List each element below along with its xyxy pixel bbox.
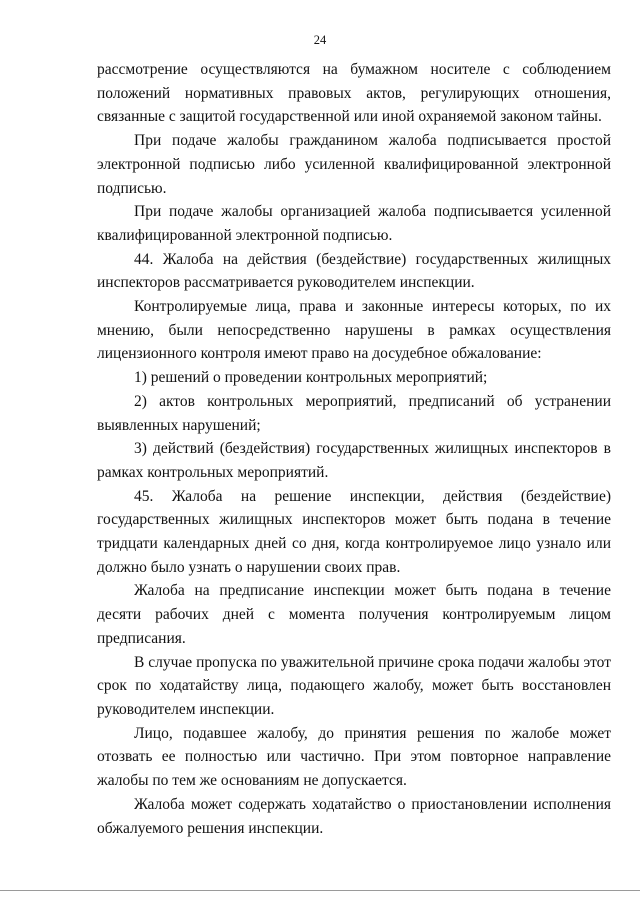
list-item: 2) актов контрольных мероприятий, предписаний об устранении выявленных нарушений;: [97, 392, 611, 434]
page-bottom-divider: [0, 890, 640, 891]
paragraph: В случае пропуска по уважительной причине срока подачи жалобы этот срок по ходатайству лица, подающего жалобу, может быть восстановлен руководителем инспекции.: [97, 653, 611, 718]
paragraph: Лицо, подавшее жалобу, до принятия решения по жалобе может отозвать ее полностью или частично. При этом повторное направление жалобы по тем же основаниям не допускается.: [97, 724, 611, 790]
page-number: 24: [313, 33, 327, 47]
paragraph: Контролируемые лица, права и законные интересы которых, по их мнению, были непосредственно нарушены в рамках осуществления лицензионного контроля имеют право на досудебное обжалование:: [97, 298, 611, 363]
paragraph: Жалоба может содержать ходатайство о приостановлении исполнения обжалуемого решения инспекции.: [97, 795, 611, 837]
paragraph: Жалоба на предписание инспекции может быть подана в течение десяти рабочих дней с момента получения контролируемым лицом предписания.: [97, 582, 611, 647]
paragraph: При подаче жалобы организацией жалоба подписывается усиленной квалифицированной электронной подписью.: [97, 203, 611, 244]
paragraph: 45. Жалоба на решение инспекции, действия (бездействие) государственных жилищных инспекторов может быть подана в течение тридцати календарных дней со дня, когда контролируемое лицо узнало или должно было узнать о нарушении своих прав.: [97, 487, 611, 576]
paragraph: 44. Жалоба на действия (бездействие) государственных жилищных инспекторов рассматривается руководителем инспекции.: [97, 250, 611, 292]
document-body: [97, 58, 611, 840]
list-item: 1) решений о проведении контрольных мероприятий;: [134, 369, 488, 387]
list-item: 3) действий (бездействия) государственных жилищных инспекторов в рамках контрольных мероприятий.: [97, 440, 611, 481]
paragraph: При подаче жалобы гражданином жалоба подписывается простой электронной подписью либо усиленной квалифицированной электронной подписью.: [97, 132, 611, 197]
paragraph: рассмотрение осуществляются на бумажном носителе с соблюдением положений нормативных правовых актов, регулирующих отношения, связанные с защитой государственной или иной охраняемой законом тайны.: [97, 61, 611, 126]
